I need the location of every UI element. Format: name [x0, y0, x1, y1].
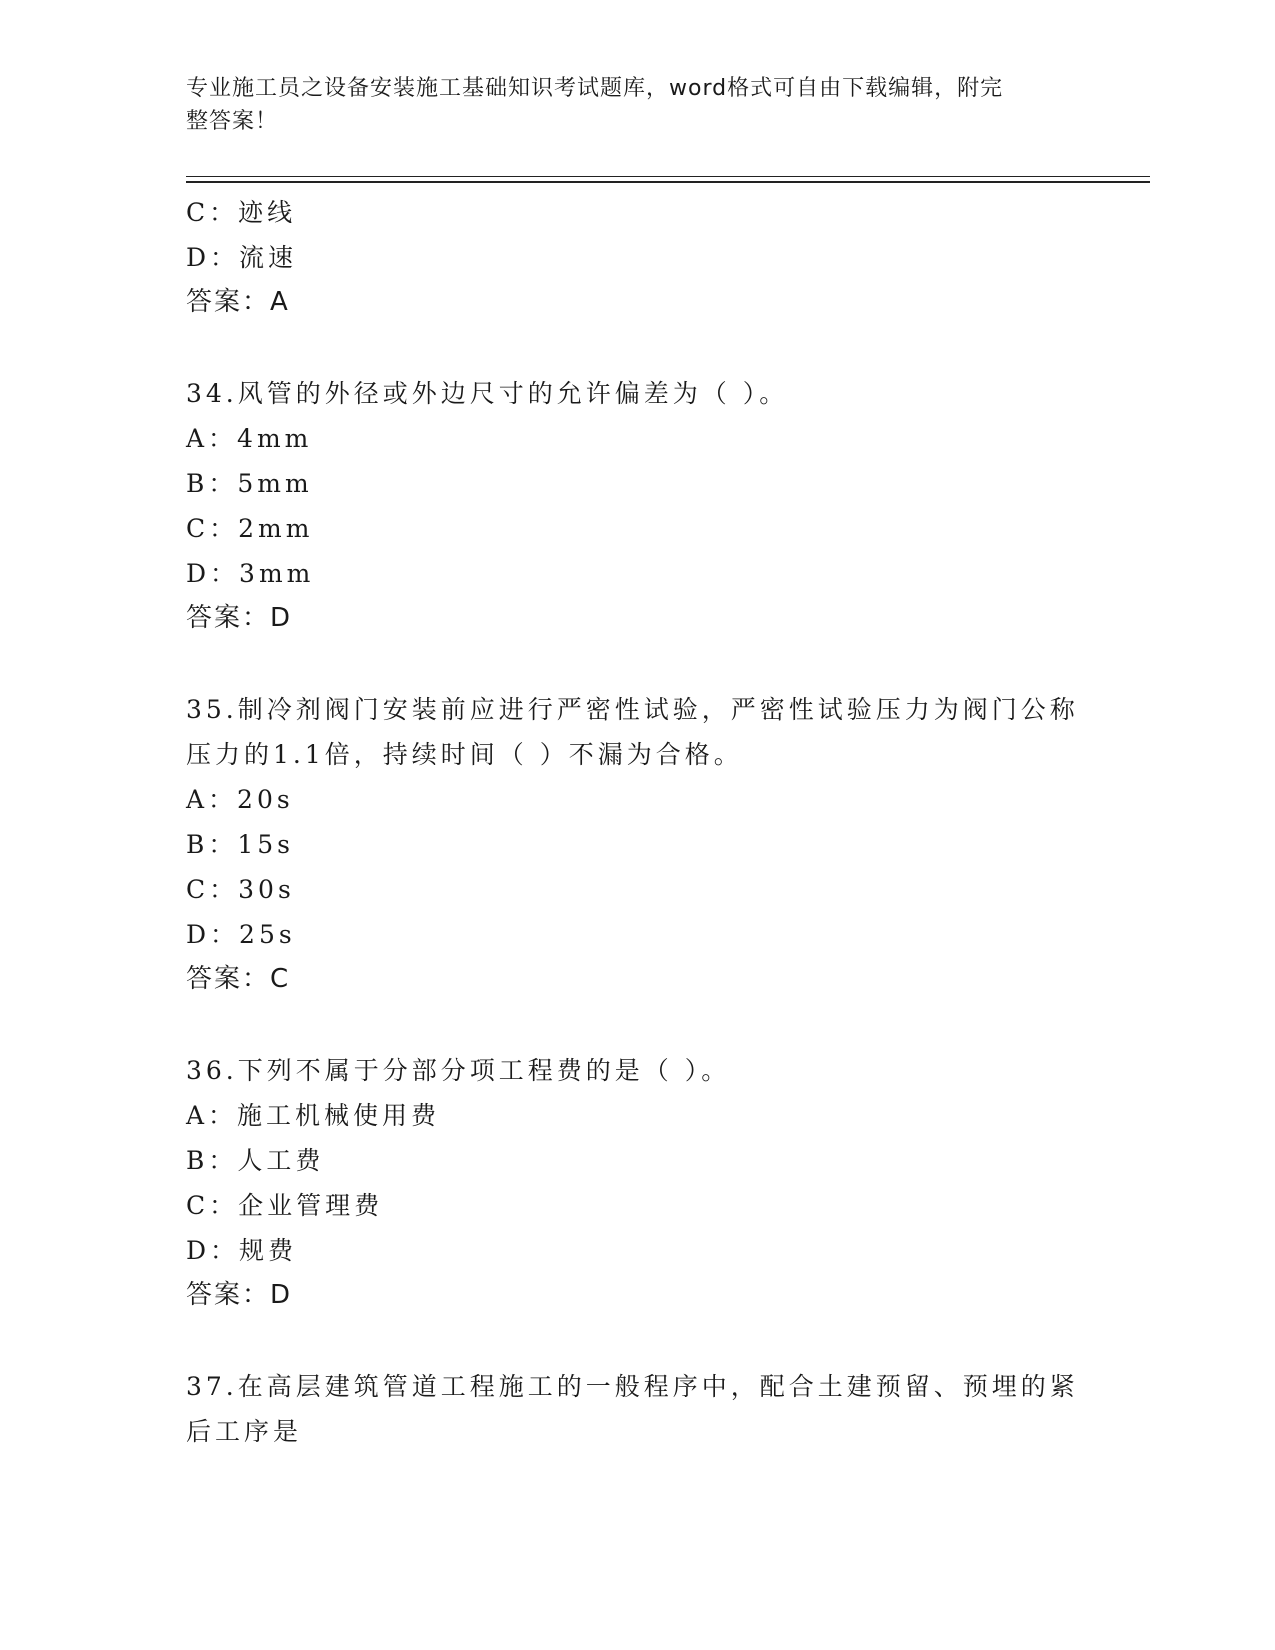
option-d: D：25s	[186, 920, 296, 949]
option-a: A：4mm	[186, 424, 313, 453]
question-block-36	[186, 1048, 1086, 1318]
question-text-line-2: 压力的1.1倍，持续时间（ ）不漏为合格。	[186, 740, 743, 769]
question-text-line-1: 37.在高层建筑管道工程施工的一般程序中，配合土建预留、预埋的紧	[186, 1372, 1079, 1401]
header-rule-thick	[186, 181, 1150, 183]
header-rule-thin	[186, 176, 1150, 177]
option-b: B：15s	[186, 830, 295, 859]
question-block-33	[186, 190, 1086, 325]
document-header	[186, 72, 1086, 138]
question-block-34	[186, 371, 1086, 641]
question-list	[186, 190, 1086, 1454]
header-line-1: 专业施工员之设备安装施工基础知识考试题库，word格式可自由下载编辑，附完	[186, 76, 1004, 101]
option-d: D：流速	[186, 243, 298, 272]
question-block-35	[186, 687, 1086, 1002]
option-b: B：人工费	[186, 1146, 325, 1175]
option-c: C：2mm	[186, 514, 314, 543]
question-text: 34.风管的外径或外边尺寸的允许偏差为（ ）。	[186, 379, 789, 408]
answer-line: 答案：A	[186, 287, 290, 317]
option-b: B：5mm	[186, 469, 313, 498]
question-text-line-1: 35.制冷剂阀门安装前应进行严密性试验，严密性试验压力为阀门公称	[186, 695, 1079, 724]
option-d: D：规费	[186, 1236, 298, 1265]
answer-line: 答案：D	[186, 603, 293, 633]
answer-line: 答案：D	[186, 1280, 293, 1310]
option-a: A：施工机械使用费	[186, 1101, 441, 1130]
option-a: A：20s	[186, 785, 294, 814]
header-line-2: 整答案！	[186, 109, 279, 134]
option-c: C：30s	[186, 875, 295, 904]
answer-line: 答案：C	[186, 964, 291, 994]
option-c: C：迹线	[186, 198, 297, 227]
question-block-37	[186, 1364, 1086, 1454]
option-c: C：企业管理费	[186, 1191, 384, 1220]
question-text-line-2: 后工序是	[186, 1417, 303, 1446]
question-text: 36.下列不属于分部分项工程费的是（ ）。	[186, 1056, 731, 1085]
option-d: D：3mm	[186, 559, 315, 588]
